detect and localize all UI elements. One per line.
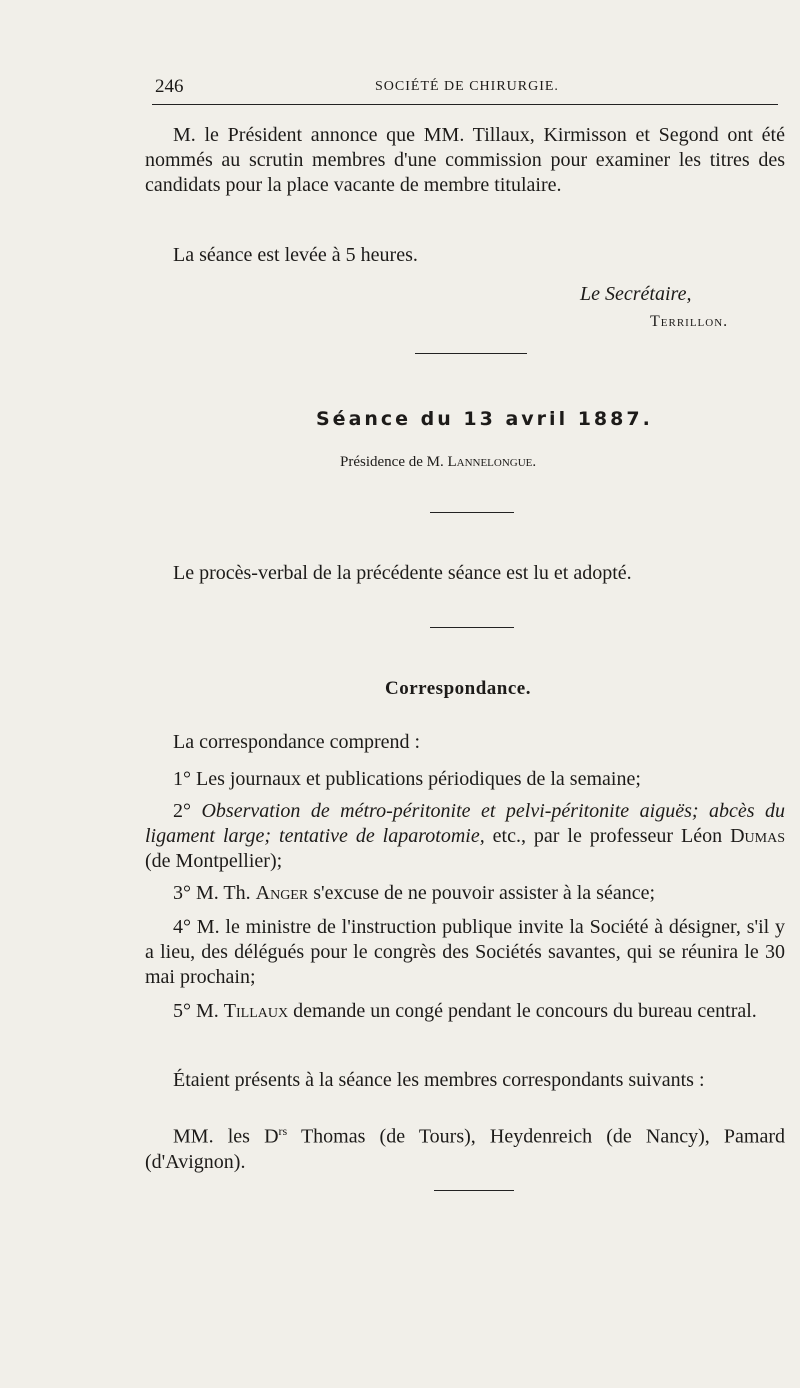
minutes-paragraph: Le procès-verbal de la précédente séance est lu et adopté. bbox=[173, 562, 632, 584]
members-superscript: rs bbox=[278, 1124, 288, 1138]
separator-rule bbox=[430, 512, 514, 513]
item-2-text-a: etc., par le professeur Léon bbox=[484, 825, 731, 847]
page-header bbox=[155, 76, 777, 100]
correspondance-intro: La correspondance comprend : bbox=[173, 731, 421, 753]
closing-paragraph: La séance est levée à 5 heures. bbox=[173, 244, 418, 266]
item-2-title: Observation de métro-péritonite et pelvi-péritonite aiguës; abcès du ligament large; tentative de laparotomie, bbox=[145, 800, 785, 847]
separator-rule bbox=[430, 627, 514, 628]
presidence-prefix: Présidence de M. bbox=[340, 454, 448, 470]
item-2-author: Dumas bbox=[730, 825, 785, 847]
item-5-text-b: demande un congé pendant le concours du bureau central. bbox=[288, 1000, 757, 1022]
item-2-number: 2° bbox=[173, 800, 202, 822]
presidence-line bbox=[340, 454, 536, 471]
president-name: Lannelongue. bbox=[447, 454, 537, 470]
item-3-text-b: s'excuse de ne pouvoir assister à la séance; bbox=[308, 882, 656, 904]
correspondance-item-5 bbox=[145, 999, 785, 1024]
members-text-b: Thomas (de Tours), Heydenreich (de Nancy), Pamard (d'Avignon). bbox=[145, 1125, 785, 1173]
session-title: Séance du 13 avril 1887. bbox=[316, 408, 653, 430]
running-title: SOCIÉTÉ DE CHIRURGIE. bbox=[375, 79, 559, 94]
item-5-name: Tillaux bbox=[223, 1000, 289, 1022]
announcement-paragraph: M. le Président annonce que MM. Tillaux, Kirmisson et Segond ont été nommés au scrutin membres d'une commission pour examiner les titres des candidats pour la place vacante de membre titulaire. bbox=[145, 124, 785, 196]
correspondance-item-2 bbox=[145, 799, 785, 874]
signature-name: Terrillon. bbox=[650, 313, 729, 330]
separator-rule bbox=[434, 1190, 514, 1191]
item-2-text-b: (de Montpellier); bbox=[145, 850, 283, 872]
item-3-text-a: 3° M. Th. bbox=[173, 882, 256, 904]
item-5-text-a: 5° M. bbox=[173, 1000, 224, 1022]
header-rule bbox=[152, 104, 778, 105]
attendance-paragraph: Étaient présents à la séance les membres correspondants suivants : bbox=[173, 1069, 705, 1091]
correspondance-item-3 bbox=[145, 881, 785, 906]
signature-role: Le Secrétaire, bbox=[580, 283, 692, 305]
correspondance-item-4: 4° M. le ministre de l'instruction publique invite la Société à désigner, s'il y a lieu, des délégués pour le congrès des Sociétés savantes, qui se réunira le 30 mai prochain; bbox=[145, 916, 785, 988]
separator-rule bbox=[415, 353, 527, 354]
attendance-members bbox=[145, 1119, 785, 1175]
correspondance-item-1: 1° Les journaux et publications périodiques de la semaine; bbox=[173, 768, 641, 790]
item-3-name: Anger bbox=[255, 882, 309, 904]
members-text-a: MM. les D bbox=[173, 1125, 279, 1148]
section-heading: Correspondance. bbox=[385, 678, 531, 699]
page-number: 246 bbox=[155, 76, 184, 97]
